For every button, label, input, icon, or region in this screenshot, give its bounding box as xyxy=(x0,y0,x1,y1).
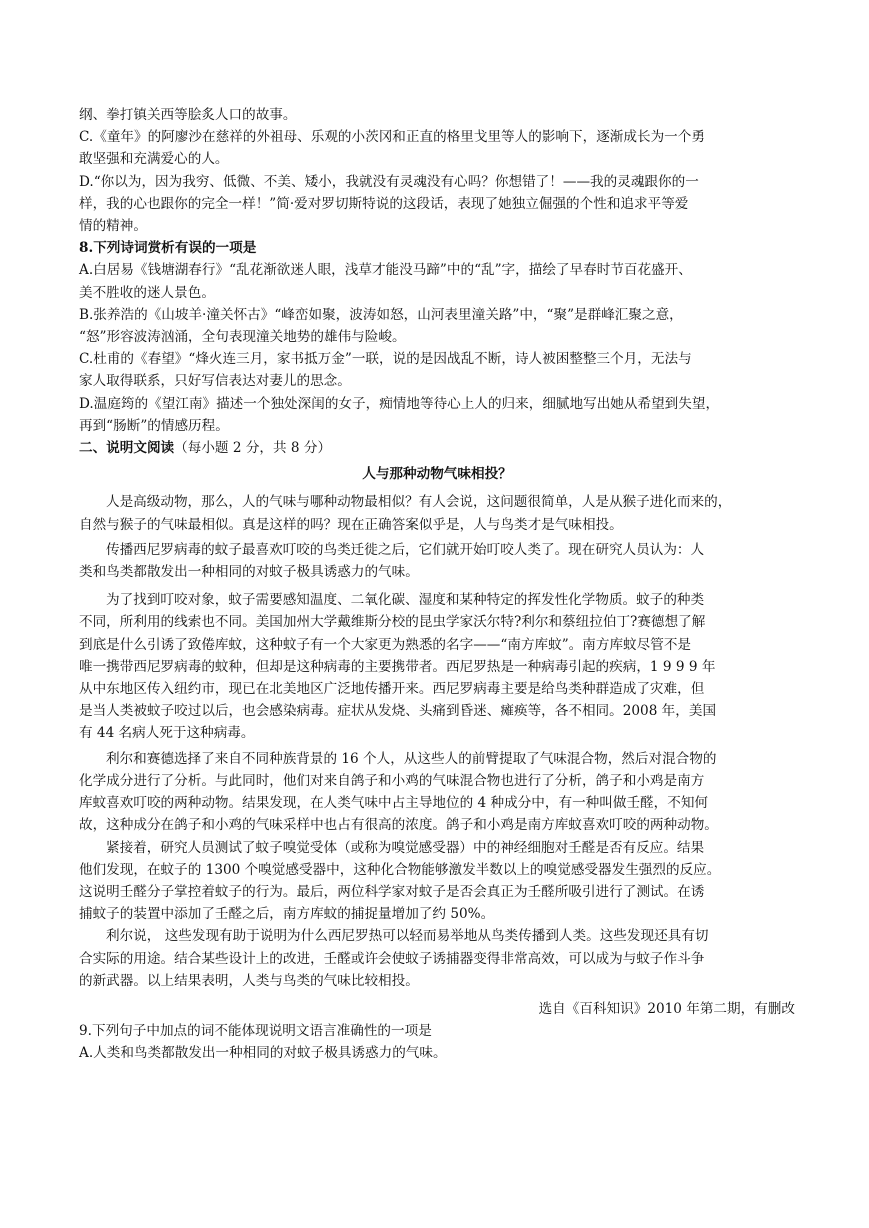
article-title: 人与那种动物气味相投？ xyxy=(362,466,512,483)
option-d: D.温庭筠的《望江南》描述一个独处深闺的女子，痴情地等待心上人的归来，细腻地写出她从希望到失望， xyxy=(79,395,720,412)
option-b: B.张养浩的《山坡羊·潼关怀古》“峰峦如聚，波涛如怒，山河表里潼关路”中，“聚”是群峰汇聚之意， xyxy=(79,306,683,323)
option-d: D.“你以为，因为我穷、低微、不美、矮小，我就没有灵魂没有心吗？你想错了！——我的灵魂跟你的一 xyxy=(79,173,699,190)
paragraph-2 xyxy=(79,539,795,583)
text-line: 这说明壬醛分子掌控着蚊子的行为。最后，两位科学家对蚊子是否会真正为壬醛所吸引进行了测试。在诱 xyxy=(79,883,705,900)
option-c: C.《童年》的阿廖沙在慈祥的外祖母、乐观的小茨冈和正直的格里戈里等人的影响下，逐渐成长为一个勇 xyxy=(79,129,705,146)
article-body xyxy=(79,491,795,1020)
text-line: 到底是什么引诱了致倦库蚊，这种蚊子有一个大家更为熟悉的名字——“南方库蚊”。南方库蚊尽管不是 xyxy=(79,636,692,653)
text-line: 自然与猴子的气味最相似。真是这样的吗？现在正确答案似乎是，人与鸟类才是气味相投。 xyxy=(79,516,623,533)
question-9 xyxy=(79,1020,795,1064)
text-line: 紧接着，研究人员测试了蚊子嗅觉受体（或称为嗅觉感受器）中的神经细胞对壬醛是否有反应。结果 xyxy=(106,839,705,856)
text-line: 美不胜收的迷人景色。 xyxy=(79,284,215,301)
question-stem: 8.下列诗词赏析有误的一项是 xyxy=(79,240,257,257)
option-c: C.杜甫的《春望》“烽火连三月，家书抵万金”一联，说的是因战乱不断，诗人被困整整三个月，无法与 xyxy=(79,351,692,368)
article-source: 选自《百科知识》2010 年第二期，有删改 xyxy=(538,1000,795,1017)
text-line: 合实际的用途。结合某些设计上的改进，壬醛或许会使蚊子诱捕器变得非常高效，可以成为与蚊子作斗争 xyxy=(79,950,705,967)
question-stem: 9.下列句子中加点的词不能体现说明文语言准确性的一项是 xyxy=(79,1023,432,1040)
text-line: 家人取得联系，只好写信表达对妻儿的思念。 xyxy=(79,373,351,390)
text-line: 是当人类被蚊子咬过以后，也会感染病毒。症状从发烧、头痛到昏迷、瘫痪等，各不相同。2008 年，美国 xyxy=(79,703,717,720)
text-line: 传播西尼罗病毒的蚊子最喜欢叮咬的鸟类迁徙之后，它们就开始叮咬人类了。现在研究人员认为：人 xyxy=(106,541,705,558)
option-a: A.人类和鸟类都散发出一种相同的对蚊子极具诱惑力的气味。 xyxy=(79,1045,447,1062)
text-line: 从中东地区传入纽约市，现已在北美地区广泛地传播开来。西尼罗病毒主要是给鸟类种群造成了灾难，但 xyxy=(79,681,705,698)
text-line: 为了找到叮咬对象，蚊子需要感知温度、二氧化碳、湿度和某种特定的挥发性化学物质。蚊子的种类 xyxy=(106,592,705,609)
text-line: 样，我的心也跟你的完全一样！”简·爱对罗切斯特说的这段话，表现了她独立倔强的个性和追求平等爱 xyxy=(79,195,689,212)
paragraph-4 xyxy=(79,748,795,837)
section-title: 二、说明文阅读 xyxy=(79,440,175,457)
text-line: 再到“肠断”的情感历程。 xyxy=(79,417,229,434)
text-line: 敢坚强和充满爱心的人。 xyxy=(79,151,229,168)
text-line: 他们发现，在蚊子的 1300 个嗅觉感受器中，这种化合物能够激发半数以上的嗅觉感受器发生强烈的反应。 xyxy=(79,861,721,878)
section-heading xyxy=(79,437,795,459)
text-line: 不同，所利用的线索也不同。美国加州大学戴维斯分校的昆虫学家沃尔特?利尔和蔡纽拉伯丁?赛德想了解 xyxy=(79,614,706,631)
text-line: 唯一携带西尼罗病毒的蚊种，但却是这种病毒的主要携带者。西尼罗热是一种病毒引起的疾病，1 9 9 9 年 xyxy=(79,658,716,675)
text-line: 的新武器。以上结果表明，人类与鸟类的气味比较相投。 xyxy=(79,972,419,989)
paragraph-6 xyxy=(79,925,795,992)
text-line: 情的精神。 xyxy=(79,218,147,235)
question-7-continuation xyxy=(79,104,795,237)
text-line: 捕蚊子的装置中添加了壬醛之后，南方库蚊的捕捉量增加了约 50%。 xyxy=(79,906,495,923)
text-line: 利尔和赛德选择了来自不同种族背景的 16 个人，从这些人的前臂提取了气味混合物，然后对混合物的 xyxy=(106,750,717,767)
section-score-note: （每小题 2 分，共 8 分） xyxy=(174,440,332,457)
exam-page xyxy=(79,104,795,1065)
text-line: 人是高级动物，那么，人的气味与哪种动物最相似？有人会说，这问题很简单，人是从猴子进化而来的， xyxy=(106,494,732,511)
text-line: 类和鸟类都散发出一种相同的对蚊子极具诱惑力的气味。 xyxy=(79,564,419,581)
text-line: 利尔说， 这些发现有助于说明为什么西尼罗热可以轻而易举地从鸟类传播到人类。这些发现还具有切 xyxy=(106,928,709,945)
text-line: “怒”形容波涛汹涌，全句表现潼关地势的雄伟与险峻。 xyxy=(79,329,406,346)
text-line: 故，这种成分在鸽子和小鸡的气味采样中也占有很高的浓度。鸽子和小鸡是南方库蚊喜欢叮咬的两种动物。 xyxy=(79,817,718,834)
paragraph-1 xyxy=(79,491,795,535)
question-8 xyxy=(79,237,795,437)
option-a: A.白居易《钱塘湖春行》“乱花渐欲迷人眼，浅草才能没马蹄”中的“乱”字，描绘了早春时节百花盛开、 xyxy=(79,262,692,279)
text-line: 化学成分进行了分析。与此同时，他们对来自鸽子和小鸡的气味混合物也进行了分析，鸽子和小鸡是南方 xyxy=(79,772,705,789)
text-line: 有 44 名病人死于这种病毒。 xyxy=(79,725,255,742)
text-line: 库蚊喜欢叮咬的两种动物。结果发现，在人类气味中占主导地位的 4 种成分中，有一种叫做壬醛，不知何 xyxy=(79,795,709,812)
text-line: 纲、拳打镇关西等脍炙人口的故事。 xyxy=(79,107,297,123)
paragraph-5 xyxy=(79,837,795,926)
paragraph-3 xyxy=(79,589,795,744)
